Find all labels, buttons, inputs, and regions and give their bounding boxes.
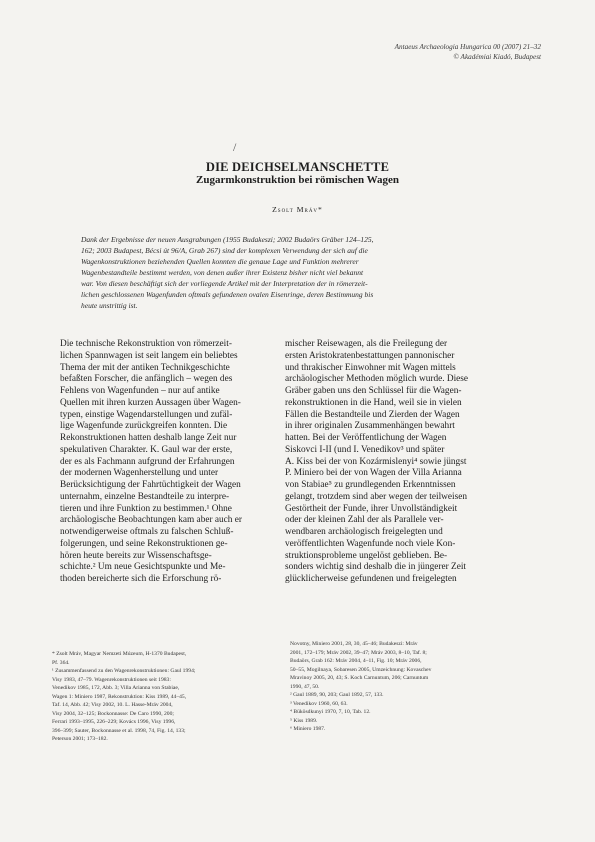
body-text-line: sonders wichtig sind deshalb die in jüngerer Zeit (285, 562, 466, 573)
body-text-line: oder der kleinen Zahl der als Parallele ver- (285, 515, 444, 526)
body-left-column (60, 339, 276, 586)
body-text-line: lige Wagenfunde zurückgreifen konnten. Die (60, 421, 228, 432)
body-text-line: thoden bereicherte sich die Erforschung rö- (60, 574, 222, 584)
footnote-line: ⁴ Bükösdkunyi 1970, 7, 10, Tab. 12. (290, 709, 371, 716)
footnote-line: 2001, 172–179; Mráv 2002, 39–47; Mráv 2003, 8–10, Taf. 8; (290, 649, 427, 656)
body-text-line: glücklicherweise gefundenen und freigelegten (285, 574, 457, 584)
stray-pen-mark: / (233, 140, 237, 154)
body-text-line: tieren und ihre Funktion zu bestimmen.¹ Ohne (60, 503, 232, 514)
footnote-line: Venedikov 1985, 172, Abb. 3; Villa Arianna von Stabiae, (52, 685, 180, 692)
body-text-line: und thrakischer Einwohner mit Wagen mittels (285, 362, 456, 373)
body-text-line: A. Kiss bei der von Kozármislenyi⁴ sowie jüngst (285, 456, 467, 467)
body-text-line: Siskovci I-II (und I. Venedikov³ und später (285, 444, 445, 455)
footnote-line: Pf. 364. (52, 659, 70, 666)
body-text-line: folgerungen, und seine Rekonstruktionen ge- (60, 538, 228, 549)
footnote-line: Budaörs, Grab 162: Mráv 2004, 4–11, Fig. 10; Mráv 2006, (290, 658, 422, 665)
body-text-line: Rekonstruktionen hatten deshalb lange Zeit nur (60, 433, 237, 443)
body-text-line: archäologischer Methoden möglich wurde. Diese (285, 374, 469, 385)
body-text-line: Gestörtheit der Funde, ihrer Unvollständigkeit (285, 503, 458, 514)
footnote-line: Visy 2004, 32–125; Bockonnasse: De Caro 1990, 200; (52, 710, 174, 717)
body-text-line: hatten. Bei der Veröffentlichung der Wagen (285, 433, 447, 443)
footnote-line: ⁶ Miniero 1987. (290, 726, 326, 733)
footnote-line: Taf. 14, Abb. 42; Visy 2002, 10. L. Hasse-Mráv 2004, (52, 702, 173, 709)
body-text-line: Thema der mit der antiken Technikgeschichte (60, 362, 230, 373)
footnote-line: 50–55, Mogilnaya, Sobaresen 2005, Umzeichnung: Kovaschev (290, 666, 432, 673)
footnote-line: Novotny, Miniero 2001, 28, 30, 45–46; Budakeszi: Mráv (290, 641, 418, 647)
abstract-line: 162; 2003 Budapest, Bécsi út 96/A, Grab 267) sind der komplexen Verwendung der sich auf die (81, 245, 368, 255)
body-text-line: wendbaren archäologisch freigelegten und (285, 527, 443, 537)
abstract-line: lichen geschlossenen Wagenfunden oftmals gefundenen ovalen Eisenringe, deren Bestimmung bis (81, 289, 374, 299)
footnote-line: Mravinoy 2005, 20, 43; S. Koch Carnuntum, 206; Carnuntum (290, 675, 429, 682)
footnote-line: 396–399; Sauter, Bockonnasse et al. 1998, 74, Fig. 14, 133; (52, 727, 186, 734)
body-text-line: Gräber gaben uns den Schlüssel für die Wagen- (285, 386, 462, 396)
body-text-line: der modernen Wagenherstellung und unter (60, 468, 219, 479)
body-text-line: der es als Fachmann aufgrund der Erfahrungen (60, 456, 235, 467)
footnote-line: 1990, 47, 50. (290, 683, 320, 690)
footnote-line: Visy 1983, 47–79. Wagenrekonstruktionen seit 1983: (52, 676, 171, 683)
author-name: Zsolt Mráv* (272, 205, 323, 214)
article-title: DIE DEICHSELMANSCHETTE (205, 160, 390, 174)
body-text-line: P. Miniero bei der von Wagen der Villa Arianna (285, 468, 462, 479)
footnotes-right (290, 640, 512, 734)
footnote-line: ³ Venedikov 1960, 60, 63. (290, 700, 348, 707)
abstract-line: Dank der Ergebnisse der neuen Ausgrabungen (1955 Budakeszi; 2002 Budaörs Gräber 124–125, (81, 235, 374, 244)
body-right-column (285, 339, 501, 586)
body-text-line: notwendigerweise oftmals zu falschen Schluß- (60, 527, 234, 537)
abstract-line: war. Von diesen beschäftigt sich der vorliegende Artikel mit der Interpretation der in römerzeit- (81, 278, 368, 288)
body-text-line: Die technische Rekonstruktion von römerzeit- (60, 339, 232, 349)
abstract (81, 235, 517, 312)
abstract-line: heute unstrittig ist. (81, 300, 138, 310)
footnote-line: Wagen 1: Miniero 1987, Rekonstruktion: Kiss 1989, 44–45, (52, 693, 187, 700)
body-text-line: in ihrer originalen Zusammenhängen bewahrt (285, 421, 455, 432)
body-text-line: spekulativen Charakter. K. Gaul war der erste, (60, 444, 233, 455)
footnote-line: Peterson 2001; 173–182. (52, 736, 108, 743)
body-text-line: rekonstruktionen in die Hand, weil sie in vielen (285, 397, 462, 408)
footnote-line: ¹ Zusammenfassend zu den Wagenrekonstruktionen: Gaul 1994; (52, 668, 196, 675)
body-text-line: hören heute bereits zur Wissenschaftsge- (60, 550, 212, 561)
footnote-line: * Zsolt Mráv, Magyar Nemzeti Múzeum, H-1370 Budapest, (52, 651, 187, 657)
body-text-line: von Stabiae⁵ zu grundlegenden Erkenntnissen (285, 480, 456, 490)
body-text-line: befaßten Forscher, die anfänglich – wegen des (60, 374, 233, 385)
body-text-line: Fällen die Bestandteile und Zierden der Wagen (285, 409, 460, 420)
footnote-line: ² Gaul 1889, 90, 203; Gaul 1892, 57, 133. (290, 692, 384, 699)
body-text-line: gelangt, trotzdem sind aber wegen der teilweisen (285, 491, 467, 502)
body-text-line: typen, einstige Wagendarstellungen und zufäl- (60, 409, 233, 420)
body-text-line: archäologische Beobachtungen kam aber auch er (60, 515, 242, 526)
body-text-line: Berücksichtigung der Fahrtüchtigkeit der Wagen (60, 480, 241, 490)
footnote-line: ⁵ Kiss 1989. (290, 717, 318, 724)
body-text-line: Quellen mit ihren kurzen Aussagen über Wagen- (60, 397, 241, 408)
body-text-line: schichte.² Um neue Gesichtspunkte und Me- (60, 562, 226, 573)
body-text-line: ersten Aristokratenbestattungen pannonischer (285, 350, 455, 361)
article-subtitle: Zugarmkonstruktion bei römischen Wagen (195, 174, 400, 186)
footnote-line: Ferrari 1993–1995, 226–229; Kovács 1996, Visy 1996, (52, 719, 176, 726)
abstract-line: Wagenbestandteile bestimmt werden, von denen außer ihrer Existenz bisher nicht viel bekannt (81, 267, 364, 277)
journal-copyright: © Akadémiai Kiadó, Budapest (453, 53, 541, 61)
body-text-line: unternahm, einzelne Bestandteile zu interpre- (60, 491, 230, 502)
body-text-line: mischer Reisewagen, als die Freilegung der (285, 339, 448, 349)
body-text-line: struktionsprobleme ungelöst geblieben. Be- (285, 550, 448, 561)
footnotes-left (52, 650, 274, 744)
body-text-line: lichen Spannwagen ist seit langem ein beliebtes (60, 350, 238, 361)
abstract-line: Wagenkonstruktionen beziehenden Quellen konnten die genaue Lage und Funktion mehrerer (81, 256, 359, 266)
body-text-line: Fehlens von Wagenfunden – nur auf antike (60, 386, 220, 396)
body-text-line: veröffentlichten Wagenfunde noch viele Kon- (285, 538, 456, 549)
journal-header (281, 42, 541, 62)
journal-citation: Antaeus Archaeologia Hungarica 00 (2007) 21–32 (394, 43, 541, 51)
